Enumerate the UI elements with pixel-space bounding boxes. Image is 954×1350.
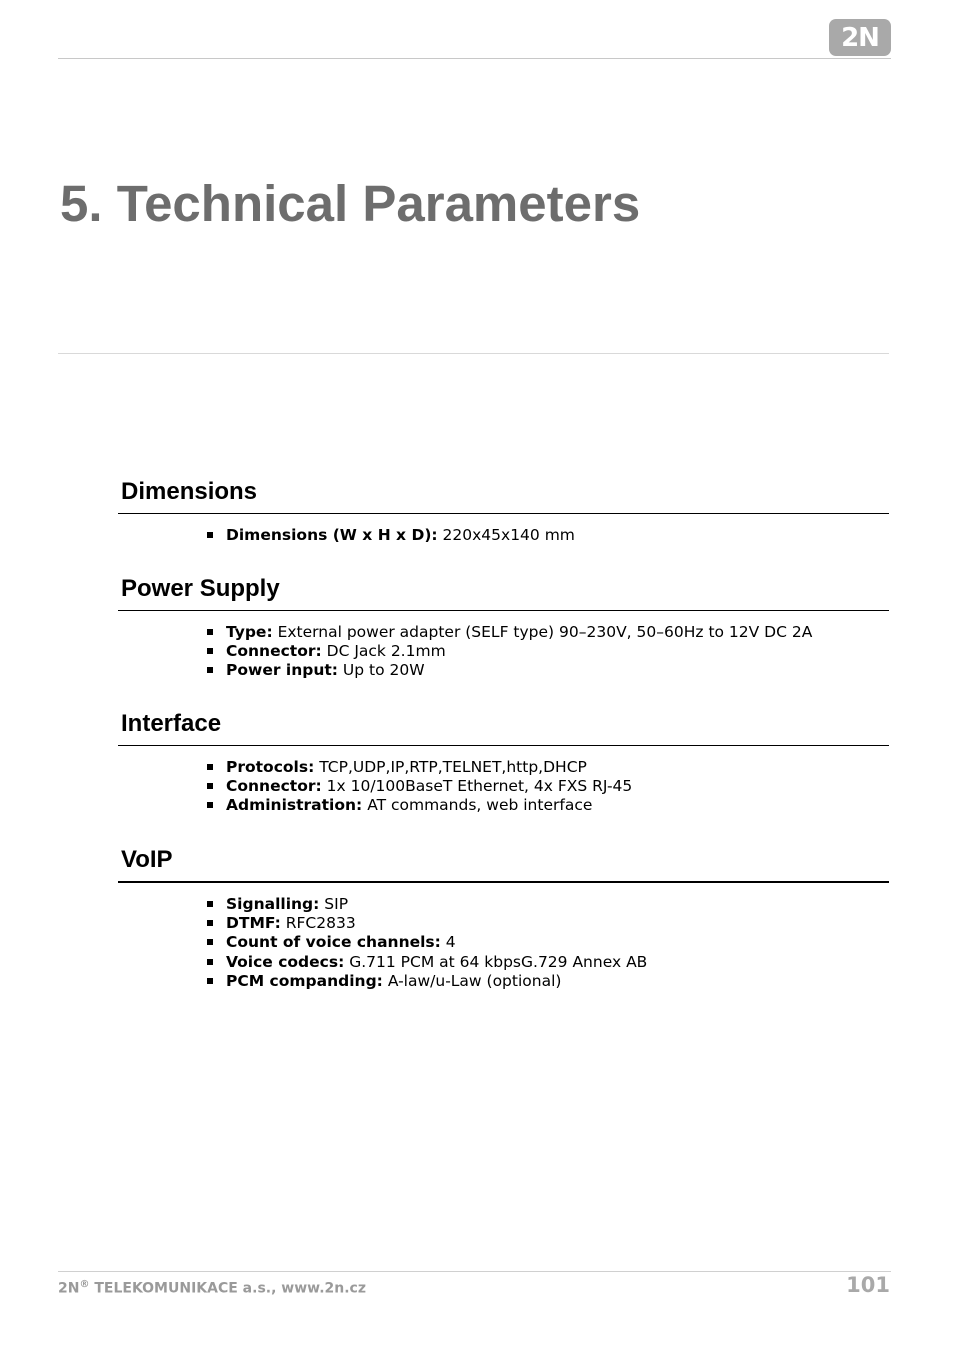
section-heading-dimensions: Dimensions: [118, 478, 889, 514]
registered-mark: ®: [79, 1279, 90, 1290]
list-item: [207, 914, 889, 933]
list-item: [207, 895, 889, 914]
section-power-supply: [118, 575, 889, 681]
item-value: 4: [445, 933, 456, 952]
logo-text: 2N: [841, 22, 879, 53]
voip-list: [118, 895, 889, 991]
item-value: Up to 20W: [342, 661, 425, 680]
item-value: G.711 PCM at 64 kbpsG.729 Annex AB: [349, 952, 648, 971]
list-item: [207, 526, 889, 545]
item-label: Connector:: [226, 777, 322, 796]
item-value: DC Jack 2.1mm: [326, 642, 446, 661]
section-voip: [118, 846, 889, 991]
item-value: External power adapter (SELF type) 90–230V, 50–60Hz to 12V DC 2A: [277, 622, 813, 641]
item-label: Connector:: [226, 642, 322, 661]
list-item: [207, 758, 889, 777]
list-item: [207, 953, 889, 972]
item-value: TCP,UDP,IP,RTP,TELNET,http,DHCP: [319, 757, 587, 776]
section-interface: [118, 710, 889, 816]
company-logo: [829, 19, 891, 56]
footer-brand: 2N: [58, 1280, 80, 1297]
section-heading-voip: VoIP: [118, 846, 889, 883]
header-divider: [58, 58, 891, 59]
item-label: Signalling:: [226, 894, 320, 913]
item-label: Power input:: [226, 661, 338, 680]
item-value: 220x45x140 mm: [442, 525, 575, 544]
list-item: [207, 642, 889, 661]
list-item: [207, 972, 889, 991]
power-supply-list: [118, 623, 889, 681]
list-item: [207, 623, 889, 642]
item-label: Protocols:: [226, 757, 315, 776]
item-label: PCM companding:: [226, 971, 383, 990]
footer-company-text: TELEKOMUNIKACE a.s., www.2n.cz: [89, 1280, 366, 1297]
item-label: Count of voice channels:: [226, 933, 441, 952]
section-heading-interface: Interface: [118, 710, 889, 746]
dimensions-list: [118, 526, 889, 545]
item-value: 1x 10/100BaseT Ethernet, 4x FXS RJ-45: [326, 777, 633, 796]
item-value: A-law/u-Law (optional): [387, 971, 562, 990]
item-label: Administration:: [226, 796, 363, 815]
item-label: DTMF:: [226, 914, 281, 933]
list-item: [207, 777, 889, 796]
item-label: Type:: [226, 622, 273, 641]
page-number: 101: [846, 1273, 890, 1297]
footer-divider: [58, 1271, 891, 1272]
item-value: SIP: [324, 894, 349, 913]
chapter-title: 5. Technical Parameters: [60, 175, 641, 232]
item-label: Voice codecs:: [226, 952, 345, 971]
section-heading-power-supply: Power Supply: [118, 575, 889, 611]
title-divider: [58, 353, 889, 354]
list-item: [207, 796, 889, 815]
list-item: [207, 933, 889, 952]
item-value: RFC2833: [285, 914, 356, 933]
section-dimensions: [118, 478, 889, 545]
interface-list: [118, 758, 889, 816]
item-label: Dimensions (W x H x D):: [226, 525, 438, 544]
footer-company: [58, 1279, 366, 1297]
list-item: [207, 661, 889, 680]
item-value: AT commands, web interface: [367, 796, 593, 815]
